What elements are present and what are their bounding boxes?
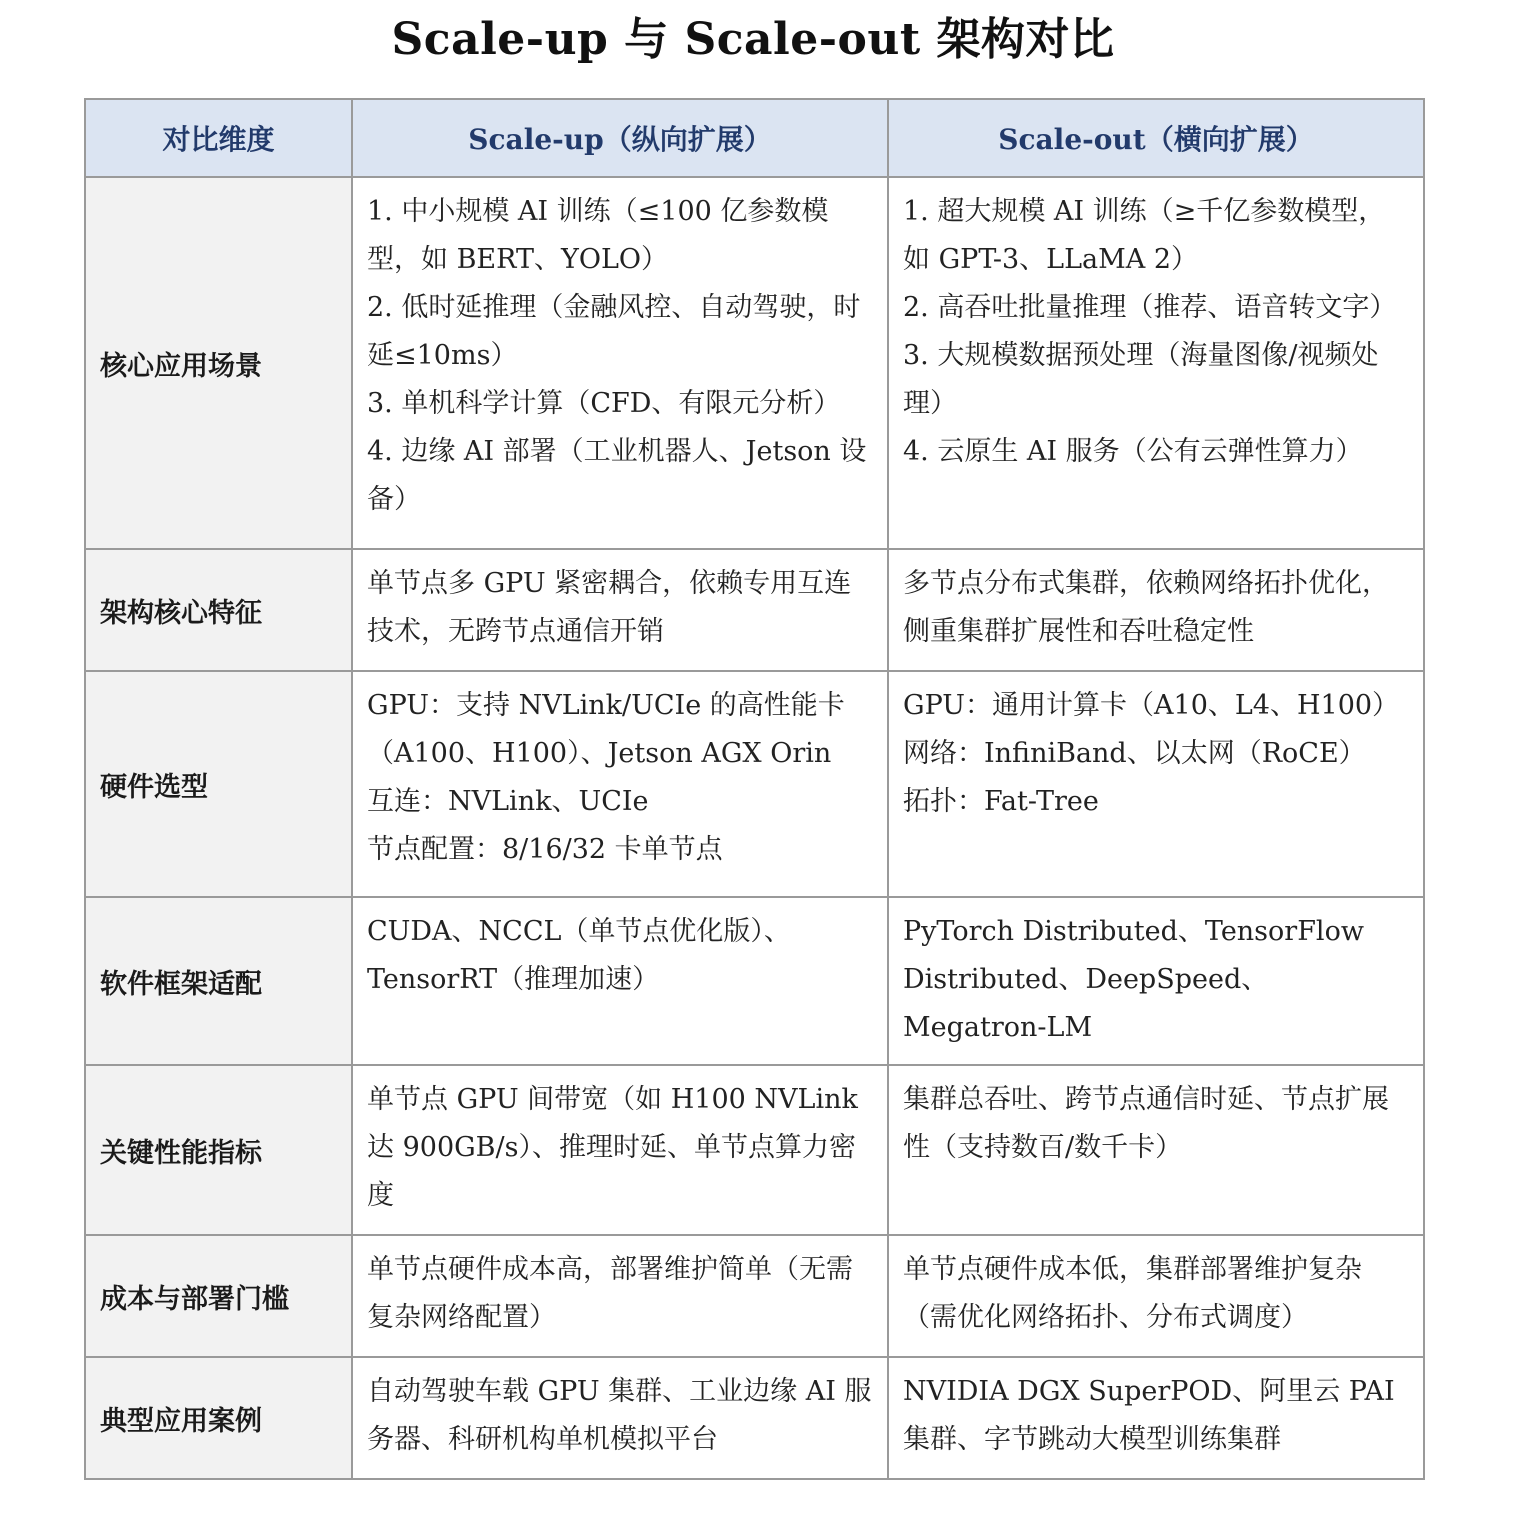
scale-up-item: GPU：支持 NVLink/UCIe 的高性能卡（A100、H100）、Jetson AGX Orin bbox=[367, 690, 845, 769]
scale-out-item: 拓扑：Fat-Tree bbox=[903, 786, 1099, 817]
scale-up-item: 单节点硬件成本高，部署维护简单（无需复杂网络配置） bbox=[367, 1254, 853, 1333]
scale-up-cell bbox=[352, 671, 888, 897]
scale-out-cell bbox=[888, 1235, 1424, 1357]
scale-out-item: 集群总吞吐、跨节点通信时延、节点扩展性（支持数百/数千卡） bbox=[903, 1084, 1389, 1163]
scale-up-item: 3. 单机科学计算（CFD、有限元分析） bbox=[367, 388, 841, 419]
scale-up-cell bbox=[352, 549, 888, 671]
scale-up-cell bbox=[352, 1357, 888, 1479]
header-dimension: 对比维度 bbox=[85, 99, 352, 177]
scale-up-cell bbox=[352, 897, 888, 1065]
table-row bbox=[85, 671, 1424, 897]
scale-up-item: 单节点多 GPU 紧密耦合，依赖专用互连技术，无跨节点通信开销 bbox=[367, 568, 852, 647]
scale-out-item: GPU：通用计算卡（A10、L4、H100） bbox=[903, 690, 1400, 721]
table-row bbox=[85, 897, 1424, 1065]
row-dimension: 软件框架适配 bbox=[85, 897, 352, 1065]
table-row bbox=[85, 1235, 1424, 1357]
scale-up-item: 单节点 GPU 间带宽（如 H100 NVLink 达 900GB/s）、推理时延、单节点算力密度 bbox=[367, 1084, 858, 1211]
row-dimension: 关键性能指标 bbox=[85, 1065, 352, 1235]
scale-out-item: 2. 高吞吐批量推理（推荐、语音转文字） bbox=[903, 292, 1397, 323]
scale-out-item: NVIDIA DGX SuperPOD、阿里云 PAI 集群、字节跳动大模型训练集群 bbox=[903, 1376, 1395, 1455]
scale-out-item: 网络：InfiniBand、以太网（RoCE） bbox=[903, 738, 1366, 769]
scale-out-cell bbox=[888, 1065, 1424, 1235]
row-dimension: 硬件选型 bbox=[85, 671, 352, 897]
scale-up-cell bbox=[352, 1065, 888, 1235]
table-header-row bbox=[85, 99, 1424, 177]
scale-out-item: 多节点分布式集群，依赖网络拓扑优化，侧重集群扩展性和吞吐稳定性 bbox=[903, 568, 1389, 647]
table-row bbox=[85, 1065, 1424, 1235]
scale-out-cell bbox=[888, 671, 1424, 897]
scale-up-item: 自动驾驶车载 GPU 集群、工业边缘 AI 服务器、科研机构单机模拟平台 bbox=[367, 1376, 872, 1455]
header-scale-up: Scale-up（纵向扩展） bbox=[352, 99, 888, 177]
scale-out-item: PyTorch Distributed、TensorFlow Distributed、DeepSpeed、Megatron-LM bbox=[903, 916, 1364, 1043]
scale-out-cell bbox=[888, 549, 1424, 671]
scale-up-cell bbox=[352, 1235, 888, 1357]
scale-out-item: 单节点硬件成本低，集群部署维护复杂（需优化网络拓扑、分布式调度） bbox=[903, 1254, 1362, 1333]
row-dimension: 典型应用案例 bbox=[85, 1357, 352, 1479]
row-dimension: 核心应用场景 bbox=[85, 177, 352, 549]
scale-up-item: 4. 边缘 AI 部署（工业机器人、Jetson 设备） bbox=[367, 436, 867, 515]
scale-up-cell bbox=[352, 177, 888, 549]
table-row bbox=[85, 177, 1424, 549]
table-row bbox=[85, 549, 1424, 671]
scale-out-item: 4. 云原生 AI 服务（公有云弹性算力） bbox=[903, 436, 1363, 467]
row-dimension: 成本与部署门槛 bbox=[85, 1235, 352, 1357]
scale-up-item: 2. 低时延推理（金融风控、自动驾驶，时延≤10ms） bbox=[367, 292, 861, 371]
scale-up-item: 节点配置：8/16/32 卡单节点 bbox=[367, 834, 723, 865]
scale-out-cell bbox=[888, 897, 1424, 1065]
scale-up-item: 1. 中小规模 AI 训练（≤100 亿参数模型，如 BERT、YOLO） bbox=[367, 196, 829, 275]
scale-out-item: 1. 超大规模 AI 训练（≥千亿参数模型，如 GPT-3、LLaMA 2） bbox=[903, 196, 1386, 275]
comparison-table bbox=[84, 98, 1425, 1480]
scale-up-item: CUDA、NCCL（单节点优化版）、TensorRT（推理加速） bbox=[367, 916, 791, 995]
scale-up-item: 互连：NVLink、UCIe bbox=[367, 786, 649, 817]
row-dimension: 架构核心特征 bbox=[85, 549, 352, 671]
page-title: Scale-up 与 Scale-out 架构对比 bbox=[391, 14, 1115, 65]
header-scale-out: Scale-out（横向扩展） bbox=[888, 99, 1424, 177]
scale-out-cell bbox=[888, 1357, 1424, 1479]
scale-out-item: 3. 大规模数据预处理（海量图像/视频处理） bbox=[903, 340, 1379, 419]
scale-out-cell bbox=[888, 177, 1424, 549]
table-row bbox=[85, 1357, 1424, 1479]
